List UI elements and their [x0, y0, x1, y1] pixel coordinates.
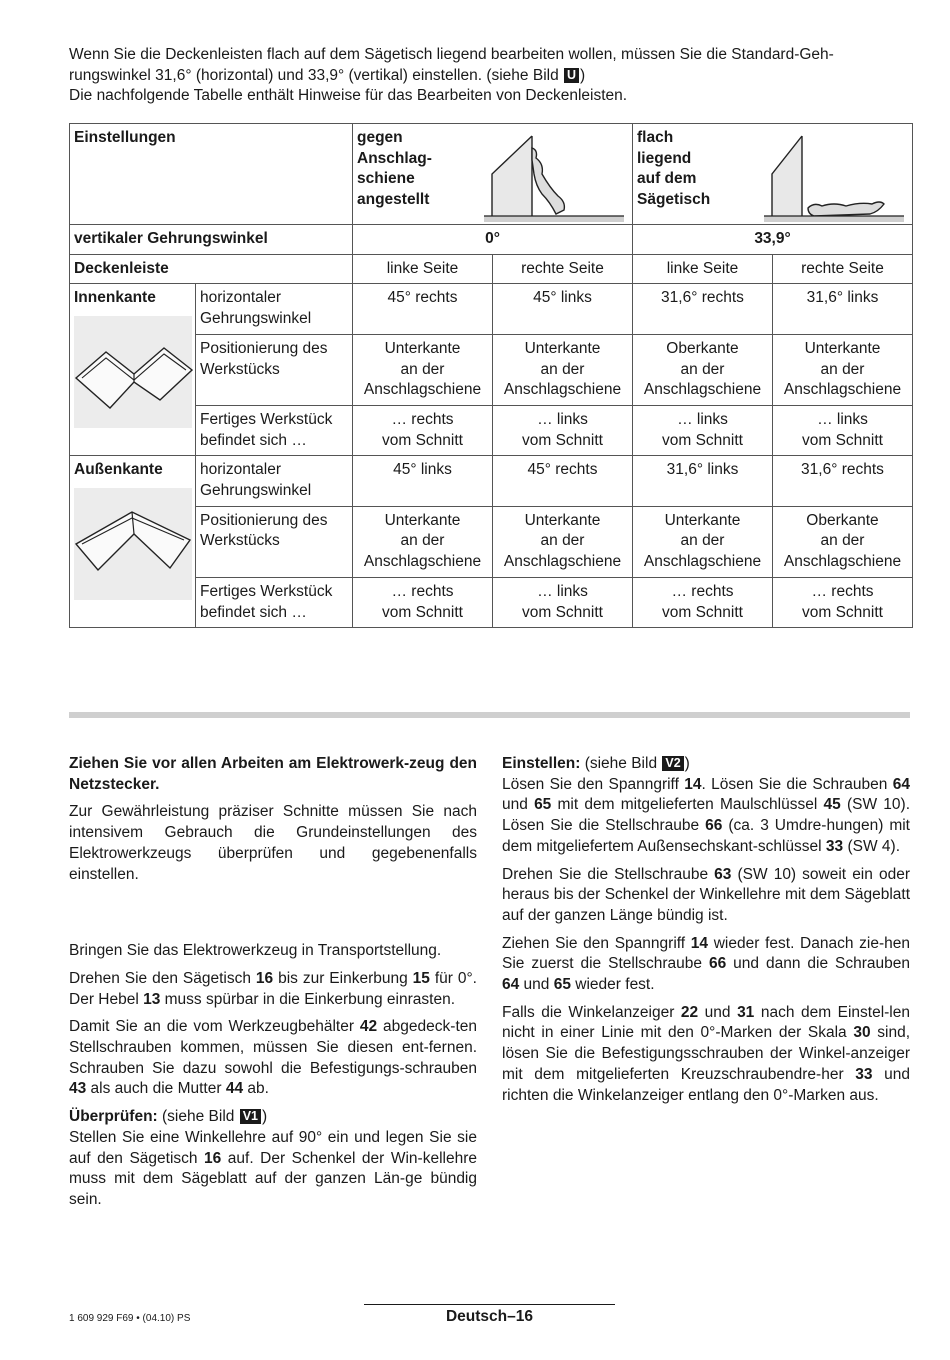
- adjust-heading: Einstellen:: [502, 755, 581, 772]
- text-run: muss spürbar in die Einkerbung einrasten.: [160, 990, 456, 1008]
- outer-position-value: [633, 506, 773, 577]
- text-run: und: [698, 1003, 738, 1021]
- table-row: [70, 577, 913, 627]
- row-label-line: befindet sich …: [200, 603, 307, 621]
- cell-line: Unterkante: [384, 511, 461, 529]
- outer-finished-value: [353, 577, 493, 627]
- text-run: Damit Sie an die vom Werkzeugbehälter: [69, 1018, 360, 1036]
- header-against-line: Anschlag-: [357, 149, 432, 167]
- figure-badge-u: U: [564, 68, 579, 83]
- text-run: nach dem Einstel-len nicht in einer Linie mit den 0°-Marken der Skala: [502, 1003, 910, 1042]
- outer-position-value: [773, 506, 913, 577]
- paragraph: [69, 1128, 477, 1211]
- text-run: sind, lösen Sie die Befestigungsschrauben der Winkel-anzeiger mit dem mitgelieferten Kreuzschraubendre-her: [502, 1024, 910, 1083]
- outer-horizontal-value: 31,6° links: [633, 456, 773, 506]
- text-run: wieder fest.: [570, 976, 655, 994]
- inner-horizontal-value: 31,6° rechts: [633, 284, 773, 334]
- table-header-row: [70, 124, 913, 225]
- ref-number: 66: [705, 817, 723, 835]
- cell-line: Anschlagschiene: [643, 553, 762, 571]
- cell-line: Anschlagschiene: [783, 553, 902, 571]
- outer-corner-molding-icon: [72, 484, 194, 604]
- outer-horizontal-value: 45° links: [353, 456, 493, 506]
- section-divider: [69, 712, 910, 718]
- inner-corner-cell: [70, 284, 196, 456]
- ref-number: 13: [143, 990, 161, 1008]
- cell-line: an der: [680, 532, 725, 550]
- paragraph: [502, 775, 910, 858]
- text-run: Ziehen Sie den Spanngriff: [502, 934, 691, 952]
- ref-number: 65: [534, 796, 552, 814]
- inner-finished-value: [773, 405, 913, 455]
- cell-line: an der: [540, 532, 585, 550]
- cell-line: an der: [400, 532, 445, 550]
- row-label-horizontal: [196, 284, 353, 334]
- inner-corner-molding-icon: [72, 312, 194, 432]
- right-column: [502, 754, 910, 1113]
- cell-line: … rechts: [671, 582, 734, 600]
- row-label-position: [196, 334, 353, 405]
- header-against-line: gegen: [357, 129, 403, 146]
- outer-horizontal-value: 31,6° rechts: [773, 456, 913, 506]
- cell-line: … rechts: [391, 410, 454, 428]
- text-run: ): [261, 1108, 268, 1126]
- text-run: abgedeck-ten Stellschrauben kommen, müssen Sie diesen ent-fernen. Schrauben Sie dazu sowohl die Befestigungs-schrauben: [69, 1018, 477, 1077]
- cell-line: … links: [537, 582, 588, 600]
- figure-badge-v2: V2: [662, 756, 683, 771]
- row-label-line: Fertiges Werkstück: [200, 410, 333, 428]
- text-run: für 0°. Der Hebel: [69, 969, 477, 1008]
- cell-line: … links: [537, 410, 588, 428]
- row-label-line: Positionierung des: [200, 339, 328, 357]
- text-run: auf. Der Schenkel der Win-kellehre muss mit dem Sägeblatt auf der ganzen Län-ge bündig sein.: [69, 1149, 477, 1208]
- text-run: (SW 10). Lösen Sie die Stellschraube: [502, 796, 910, 835]
- table-row: [70, 506, 913, 577]
- ref-number: 33: [825, 837, 844, 855]
- row-label-finished: [196, 577, 353, 627]
- row-label-line: Gehrungswinkel: [200, 482, 312, 500]
- cell-line: an der: [540, 360, 585, 378]
- row-label-line: Gehrungswinkel: [200, 310, 312, 328]
- cell-line: Anschlagschiene: [783, 381, 902, 399]
- cell-line: Anschlagschiene: [503, 381, 622, 399]
- intro-line-1: Wenn Sie die Deckenleisten flach auf dem Sägetisch liegend bearbeiten wollen, müssen Sie die Standard-Geh-: [69, 46, 834, 63]
- header-against-line: schiene: [357, 170, 415, 188]
- cell-line: an der: [820, 360, 865, 378]
- inner-position-value: [633, 334, 773, 405]
- text-run: Falls die Winkelanzeiger: [502, 1003, 681, 1021]
- cell-line: an der: [680, 360, 725, 378]
- ref-number: 22: [680, 1003, 699, 1021]
- ref-number: 44: [225, 1080, 244, 1098]
- warning-text: Ziehen Sie vor allen Arbeiten am Elektrowerk-zeug den Netzstecker.: [69, 755, 477, 793]
- text-run: Stellen Sie eine Winkellehre auf 90° ein und legen Sie sie auf den Sägetisch: [69, 1128, 477, 1167]
- cell-line: Oberkante: [806, 511, 879, 529]
- text-run: und dann die Schrauben: [726, 955, 910, 973]
- row-label-line: Fertiges Werkstück: [200, 582, 333, 600]
- cell-line: Oberkante: [666, 339, 739, 357]
- ref-number: 16: [204, 1149, 222, 1167]
- text-run: Drehen Sie den Sägetisch: [69, 969, 256, 987]
- ref-number: 64: [892, 775, 910, 793]
- row-label-line: Werkstücks: [200, 532, 280, 550]
- intro-line-2-text: rungswinkel 31,6° (horizontal) und 33,9° (vertikal) einstellen. (siehe Bild: [69, 66, 564, 84]
- text-run: Drehen Sie die Stellschraube: [502, 865, 715, 883]
- cell-line: vom Schnitt: [662, 431, 743, 449]
- ref-number: 16: [255, 969, 274, 987]
- cell-line: vom Schnitt: [662, 603, 743, 621]
- cell-line: vom Schnitt: [382, 431, 463, 449]
- side-right: rechte Seite: [773, 254, 913, 284]
- table-row: [70, 456, 913, 506]
- text-run: . Lösen Sie die Schrauben: [701, 775, 893, 793]
- side-left: linke Seite: [353, 254, 493, 284]
- row-label-horizontal: [196, 456, 353, 506]
- vertical-angle-flat: 33,9°: [633, 225, 913, 255]
- outer-finished-value: [633, 577, 773, 627]
- row-label-line: horizontaler: [200, 461, 281, 479]
- cell-line: … links: [677, 410, 728, 428]
- header-flat-line: liegend: [637, 149, 692, 167]
- vertical-angle-against: 0°: [353, 225, 633, 255]
- inner-corner-label: Innenkante: [74, 289, 156, 307]
- paragraph: Bringen Sie das Elektrowerkzeug in Transportstellung.: [69, 942, 442, 960]
- inner-finished-value: [633, 405, 773, 455]
- cell-line: an der: [400, 360, 445, 378]
- ref-number: 14: [690, 934, 709, 952]
- paragraph: [69, 1017, 477, 1100]
- vertical-angle-label: vertikaler Gehrungswinkel: [70, 225, 353, 255]
- ref-number: 31: [737, 1003, 755, 1021]
- footer-rule: [364, 1304, 615, 1305]
- cell-line: Anschlagschiene: [503, 553, 622, 571]
- cell-line: Unterkante: [664, 511, 741, 529]
- text-run: und: [519, 976, 554, 994]
- outer-position-value: [493, 506, 633, 577]
- cell-line: Unterkante: [524, 339, 601, 357]
- header-flat-line: auf dem: [637, 170, 697, 188]
- outer-finished-value: [773, 577, 913, 627]
- paragraph: [502, 865, 910, 927]
- ref-number: 64: [502, 976, 520, 994]
- ref-number: 42: [359, 1018, 378, 1036]
- row-label-line: horizontaler: [200, 289, 281, 307]
- row-label-position: [196, 506, 353, 577]
- cell-line: Unterkante: [384, 339, 461, 357]
- intro-line-3: Die nachfolgende Tabelle enthält Hinweise für das Bearbeiten von Deckenleisten.: [69, 87, 628, 105]
- paragraph: Zur Gewährleistung präziser Schnitte müssen Sie nach intensivem Gebrauch die Grundeinstellungen des Elektrowerkzeugs überprüfen und gegebenenfalls einstellen.: [69, 803, 477, 883]
- crown-molding-settings-table: [69, 123, 913, 628]
- text-run: (siehe Bild: [157, 1108, 239, 1126]
- left-column: [69, 754, 477, 1218]
- text-run: ab.: [243, 1080, 269, 1098]
- paragraph: [502, 1003, 910, 1107]
- cell-line: Unterkante: [804, 339, 881, 357]
- molding-label: Deckenleiste: [70, 254, 353, 284]
- ref-number: 43: [69, 1080, 87, 1098]
- molding-flat-icon: [758, 130, 908, 222]
- inner-position-value: [493, 334, 633, 405]
- cell-line: … links: [817, 410, 868, 428]
- outer-horizontal-value: 45° rechts: [493, 456, 633, 506]
- inner-position-value: [353, 334, 493, 405]
- table-row: [70, 284, 913, 334]
- side-left: linke Seite: [633, 254, 773, 284]
- side-right: rechte Seite: [493, 254, 633, 284]
- header-flat-line: Sägetisch: [637, 191, 711, 209]
- inner-horizontal-value: 45° rechts: [353, 284, 493, 334]
- header-against-label: [357, 128, 432, 211]
- paragraph: [69, 969, 477, 1010]
- intro-line-2-close: ): [580, 66, 586, 84]
- text-run: Lösen Sie den Spanngriff: [502, 775, 685, 793]
- molding-side-row: [70, 254, 913, 284]
- text-run: mit dem mitgelieferten Maulschlüssel: [551, 796, 824, 814]
- text-run: wieder fest. Danach zie-hen Sie zuerst die Stellschraube: [502, 934, 911, 973]
- cell-line: vom Schnitt: [382, 603, 463, 621]
- check-heading-line: [69, 1107, 477, 1128]
- check-heading: Überprüfen:: [69, 1108, 158, 1126]
- inner-horizontal-value: 45° links: [493, 284, 633, 334]
- page-number: Deutsch–16: [445, 1308, 533, 1325]
- table-row: [70, 405, 913, 455]
- outer-position-value: [353, 506, 493, 577]
- header-flat-label: [637, 128, 710, 211]
- ref-number: 65: [553, 976, 571, 994]
- header-against-line: angestellt: [357, 191, 430, 209]
- cell-line: an der: [820, 532, 865, 550]
- cell-line: Unterkante: [524, 511, 601, 529]
- cell-line: vom Schnitt: [802, 431, 883, 449]
- adjust-heading-line: [502, 754, 910, 775]
- text-run: bis zur Einkerbung: [273, 969, 413, 987]
- text-run: (ca. 3 Umdre-hungen) mit dem mitgeliefertem Außensechskant-schlüssel: [502, 817, 910, 855]
- header-flat-line: flach: [637, 129, 674, 146]
- intro-text: [69, 45, 911, 107]
- text-run: und richten die Winkelanzeiger entlang den 0°-Marken aus.: [502, 1065, 910, 1104]
- table-row: [70, 334, 913, 405]
- ref-number: 66: [708, 955, 727, 973]
- inner-finished-value: [493, 405, 633, 455]
- text-run: (SW 10) soweit ein oder heraus bis der Schenkel der Winkellehre mit dem Sägeblatt auf der ganzen Länge bündig ist.: [502, 865, 910, 924]
- molding-against-fence-icon: [478, 130, 628, 222]
- cell-line: Anschlagschiene: [363, 553, 482, 571]
- row-label-line: befindet sich …: [200, 431, 307, 449]
- cell-line: Anschlagschiene: [363, 381, 482, 399]
- cell-line: Anschlagschiene: [643, 381, 762, 399]
- paragraph: [502, 934, 910, 996]
- figure-badge-v1: V1: [240, 1109, 261, 1124]
- row-label-line: Positionierung des: [200, 511, 328, 529]
- outer-corner-label: Außenkante: [74, 461, 163, 479]
- ref-number: 15: [412, 969, 430, 987]
- text-run: ): [684, 755, 690, 772]
- ref-number: 30: [853, 1024, 871, 1042]
- cell-line: vom Schnitt: [522, 431, 603, 449]
- row-label-finished: [196, 405, 353, 455]
- cell-line: … rechts: [391, 582, 454, 600]
- inner-finished-value: [353, 405, 493, 455]
- text-run: und: [502, 796, 535, 814]
- cell-line: vom Schnitt: [802, 603, 883, 621]
- header-flat-on-table: [633, 124, 913, 225]
- cell-line: … rechts: [811, 582, 874, 600]
- header-settings: Einstellungen: [70, 124, 353, 225]
- vertical-angle-row: [70, 225, 913, 255]
- inner-position-value: [773, 334, 913, 405]
- ref-number: 33: [855, 1065, 873, 1083]
- row-label-line: Werkstücks: [200, 360, 280, 378]
- intro-line-2: [69, 66, 911, 87]
- ref-number: 45: [823, 796, 841, 814]
- cell-line: vom Schnitt: [522, 603, 603, 621]
- outer-finished-value: [493, 577, 633, 627]
- text-run: (siehe Bild: [580, 755, 662, 772]
- ref-number: 14: [684, 775, 702, 793]
- outer-corner-cell: [70, 456, 196, 628]
- inner-horizontal-value: 31,6° links: [773, 284, 913, 334]
- document-code: 1 609 929 F69 • (04.10) PS: [69, 1313, 191, 1324]
- ref-number: 63: [714, 865, 732, 883]
- header-against-fence: [353, 124, 633, 225]
- text-run: als auch die Mutter: [86, 1080, 226, 1098]
- text-run: (SW 4).: [843, 837, 901, 855]
